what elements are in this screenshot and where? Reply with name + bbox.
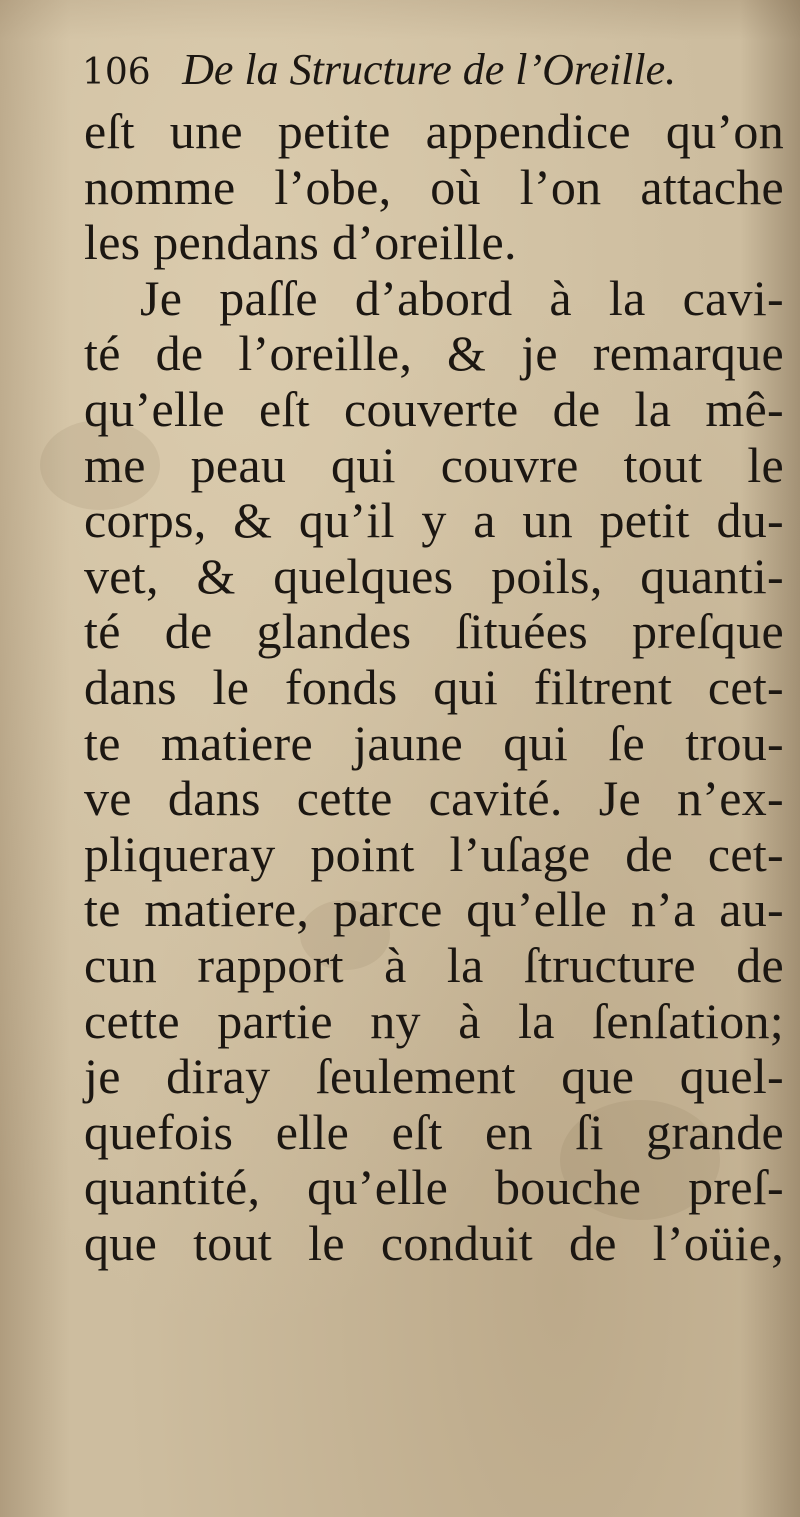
- text-line: cette partie ny à la ſenſation;: [84, 992, 784, 1049]
- text-line: ve dans cette cavité. Je n’ex-: [84, 770, 784, 827]
- text-line: me peau qui couvre tout le: [84, 436, 784, 493]
- running-head: De la Structure de l’Oreille.: [182, 45, 677, 94]
- text-line: quefois elle eſt en ſi grande: [84, 1103, 784, 1160]
- text-line: nomme l’obe, où l’on attache: [84, 158, 784, 215]
- text-line: je diray ſeulement que quel-: [84, 1048, 784, 1105]
- body-text: [84, 104, 784, 1271]
- text-line: té de glandes ſituées preſque: [84, 603, 784, 660]
- text-line: que tout le conduit de l’oüie,: [84, 1214, 784, 1271]
- text-line: qu’elle eſt couverte de la mê-: [84, 380, 784, 437]
- text-line: eſt une petite appendice qu’on: [84, 103, 784, 159]
- text-line: pliqueray point l’uſage de cet-: [84, 825, 784, 882]
- text-line: te matiere, parce qu’elle n’a au-: [84, 881, 784, 938]
- page-number: 106: [82, 52, 151, 93]
- text-line: cun rapport à la ſtructure de: [84, 936, 784, 993]
- text-line: vet, & quelques poils, quanti-: [84, 547, 784, 604]
- text-line: dans le fonds qui filtrent cet-: [84, 658, 784, 715]
- text-line: té de l’oreille, & je remarque: [84, 325, 784, 382]
- text-line: les pendans d’oreille.: [84, 214, 517, 271]
- text-line: quantité, qu’elle bouche preſ-: [84, 1159, 784, 1216]
- text-line: corps, & qu’il y a un petit du-: [84, 492, 784, 549]
- page-header: [82, 40, 762, 100]
- paragraph-start-line: Je paſſe d’abord à la cavi-: [140, 269, 784, 326]
- text-line: te matiere jaune qui ſe trou-: [84, 714, 784, 771]
